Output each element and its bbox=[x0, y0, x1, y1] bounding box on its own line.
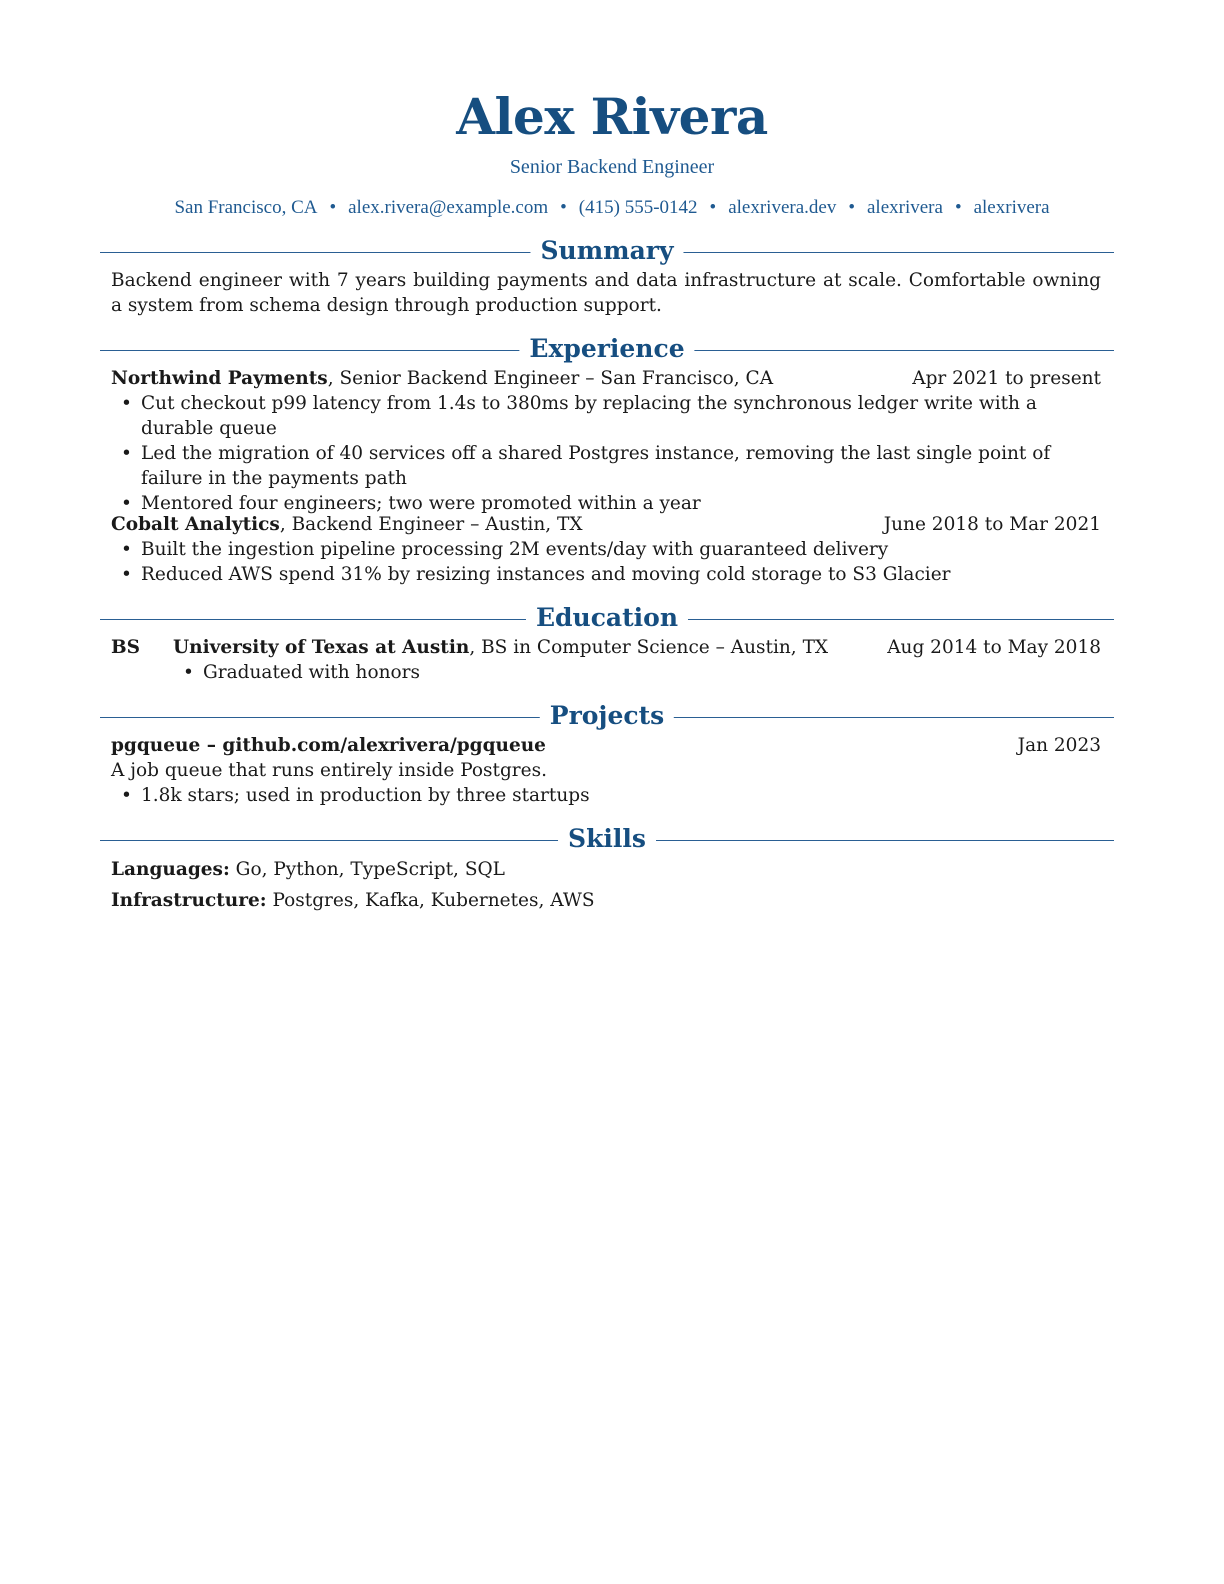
project-bullets bbox=[111, 783, 1101, 808]
list-item: • 1.8k stars; used in production by three startups bbox=[111, 783, 1101, 808]
job-detail: , Senior Backend Engineer – San Francisco, CA bbox=[327, 368, 774, 389]
project-entry bbox=[111, 733, 1101, 808]
skill-label: Infrastructure: bbox=[111, 890, 267, 911]
skills-list bbox=[111, 854, 1101, 916]
section-heading-experience bbox=[100, 334, 1114, 364]
candidate-role: Senior Backend Engineer bbox=[509, 156, 715, 178]
experience-header bbox=[111, 366, 1101, 391]
section-label: Education bbox=[526, 603, 688, 633]
contact-separator: • bbox=[560, 197, 567, 218]
degree-abbrev: BS bbox=[111, 637, 140, 658]
experience-bullets bbox=[111, 537, 1101, 587]
list-item: • Built the ingestion pipeline processing 2M events/day with guaranteed delivery bbox=[111, 537, 1101, 562]
degree-detail: , BS in Computer Science – Austin, TX bbox=[469, 637, 829, 658]
list-item: • Graduated with honors bbox=[173, 660, 1101, 685]
contact-location: San Francisco, CA bbox=[174, 197, 318, 218]
project-description: A job queue that runs entirely inside Postgres. bbox=[111, 760, 547, 781]
skill-label: Languages: bbox=[111, 859, 230, 880]
experience-bullets bbox=[111, 391, 1101, 516]
education-bullets bbox=[173, 660, 1101, 685]
experience-header bbox=[111, 512, 1101, 537]
contact-website[interactable]: alexrivera.dev bbox=[728, 197, 837, 218]
company-name: Cobalt Analytics bbox=[111, 514, 280, 535]
contact-github[interactable]: alexrivera bbox=[866, 197, 943, 218]
section-heading-projects bbox=[100, 701, 1114, 731]
skill-value: Go, Python, TypeScript, SQL bbox=[229, 859, 505, 880]
education-entry bbox=[111, 635, 1101, 685]
list-item: • Mentored four engineers; two were promoted within a year bbox=[111, 491, 1101, 516]
section-heading-skills bbox=[100, 824, 1114, 854]
project-header bbox=[111, 733, 1101, 758]
contact-line bbox=[0, 197, 1224, 219]
job-detail: , Backend Engineer – Austin, TX bbox=[279, 514, 583, 535]
experience-entry bbox=[111, 512, 1101, 587]
skill-row bbox=[111, 885, 1101, 916]
skill-value: Postgres, Kafka, Kubernetes, AWS bbox=[266, 890, 595, 911]
contact-linkedin[interactable]: alexrivera bbox=[973, 197, 1050, 218]
company-name: Northwind Payments bbox=[111, 368, 328, 389]
contact-separator: • bbox=[329, 197, 337, 218]
contact-email[interactable]: alex.rivera@example.com bbox=[348, 197, 549, 218]
candidate-name: Alex Rivera bbox=[456, 87, 768, 146]
list-item: • Cut checkout p99 latency from 1.4s to 380ms by replacing the synchronous ledger write with a durable queue bbox=[111, 391, 1101, 441]
summary-text: Backend engineer with 7 years building payments and data infrastructure at scale. Comfortable owning a system from schema design through production support. bbox=[111, 270, 1101, 316]
contact-separator: • bbox=[709, 197, 717, 218]
education-dates: Aug 2014 to May 2018 bbox=[887, 637, 1101, 658]
section-label: Skills bbox=[558, 824, 656, 854]
section-label: Projects bbox=[540, 701, 674, 731]
project-date: Jan 2023 bbox=[1017, 735, 1101, 756]
section-heading-education bbox=[100, 603, 1114, 633]
job-dates: June 2018 to Mar 2021 bbox=[883, 514, 1101, 535]
contact-separator: • bbox=[848, 197, 855, 218]
skill-row bbox=[111, 854, 1101, 885]
section-label: Experience bbox=[519, 334, 694, 364]
contact-separator: • bbox=[954, 197, 962, 218]
list-item: • Reduced AWS spend 31% by resizing instances and moving cold storage to S3 Glacier bbox=[111, 562, 1101, 587]
project-title[interactable]: pgqueue – github.com/alexrivera/pgqueue bbox=[111, 735, 546, 756]
job-dates: Apr 2021 to present bbox=[912, 368, 1101, 389]
list-item: • Led the migration of 40 services off a shared Postgres instance, removing the last single point of failure in the payments path bbox=[111, 441, 1101, 491]
experience-entry bbox=[111, 366, 1101, 516]
section-label: Summary bbox=[530, 236, 683, 266]
school-name: University of Texas at Austin bbox=[173, 637, 470, 658]
section-heading-summary bbox=[100, 236, 1114, 266]
education-header bbox=[173, 635, 828, 660]
contact-phone[interactable]: (415) 555-0142 bbox=[578, 197, 698, 218]
